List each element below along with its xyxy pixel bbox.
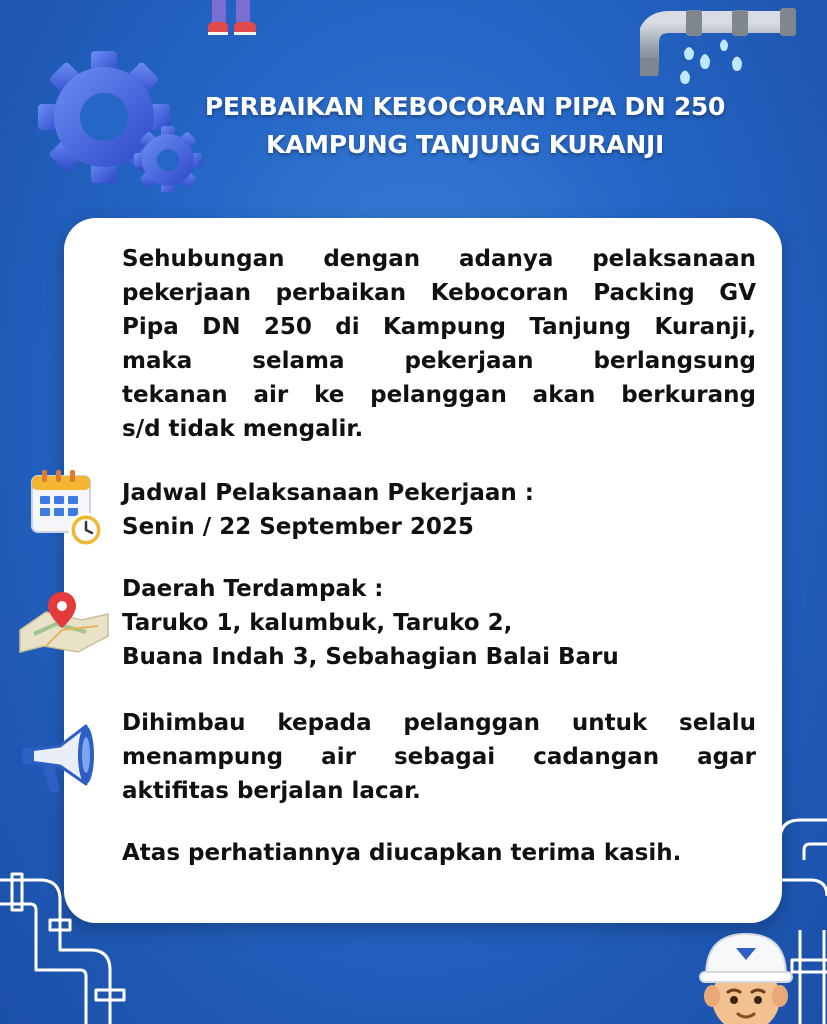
thanks-text: Atas perhatiannya diucapkan terima kasih.	[122, 840, 682, 866]
megaphone-icon	[20, 716, 120, 800]
area-line-1: Taruko 1, kalumbuk, Taruko 2,	[122, 610, 513, 636]
intro-line: maka selama pekerjaan berlangsung	[122, 348, 756, 374]
title-line-1: PERBAIKAN KEBOCORAN PIPA DN 250	[204, 92, 726, 121]
advice-line: Dihimbau kepada pelanggan untuk selalu	[122, 710, 756, 736]
intro-line: tekanan air ke pelanggan akan berkurang	[122, 382, 756, 408]
pipe-leak-icon	[640, 4, 805, 90]
schedule-section	[122, 476, 756, 544]
advice-line: menampung air sebagai cadangan agar	[122, 744, 756, 770]
intro-line: Sehubungan dengan adanya pelaksanaan	[122, 246, 756, 272]
intro-line: Pipa DN 250 di Kampung Tanjung Kuranji,	[122, 314, 756, 340]
title-line-2: KAMPUNG TANJUNG KURANJI	[266, 130, 664, 159]
area-line-2: Buana Indah 3, Sebahagian Balai Baru	[122, 644, 619, 670]
page-title	[140, 88, 790, 164]
advice-line: aktifitas berjalan lacar.	[122, 778, 421, 804]
schedule-date: Senin / 22 September 2025	[122, 514, 474, 540]
schedule-heading: Jadwal Pelaksanaan Pekerjaan :	[122, 480, 534, 506]
intro-paragraph	[122, 242, 756, 446]
map-pin-icon	[16, 590, 112, 660]
intro-line: s/d tidak mengalir.	[122, 416, 364, 442]
intro-line: pekerjaan perbaikan Kebocoran Packing GV	[122, 280, 756, 306]
advice-paragraph	[122, 706, 756, 808]
affected-area-section	[122, 572, 756, 674]
area-heading: Daerah Terdampak :	[122, 576, 384, 602]
figure-feet-icon	[200, 0, 270, 40]
pipe-outline-icon	[0, 860, 130, 1024]
worker-mascot-icon	[698, 926, 794, 1024]
calendar-icon	[28, 470, 108, 550]
